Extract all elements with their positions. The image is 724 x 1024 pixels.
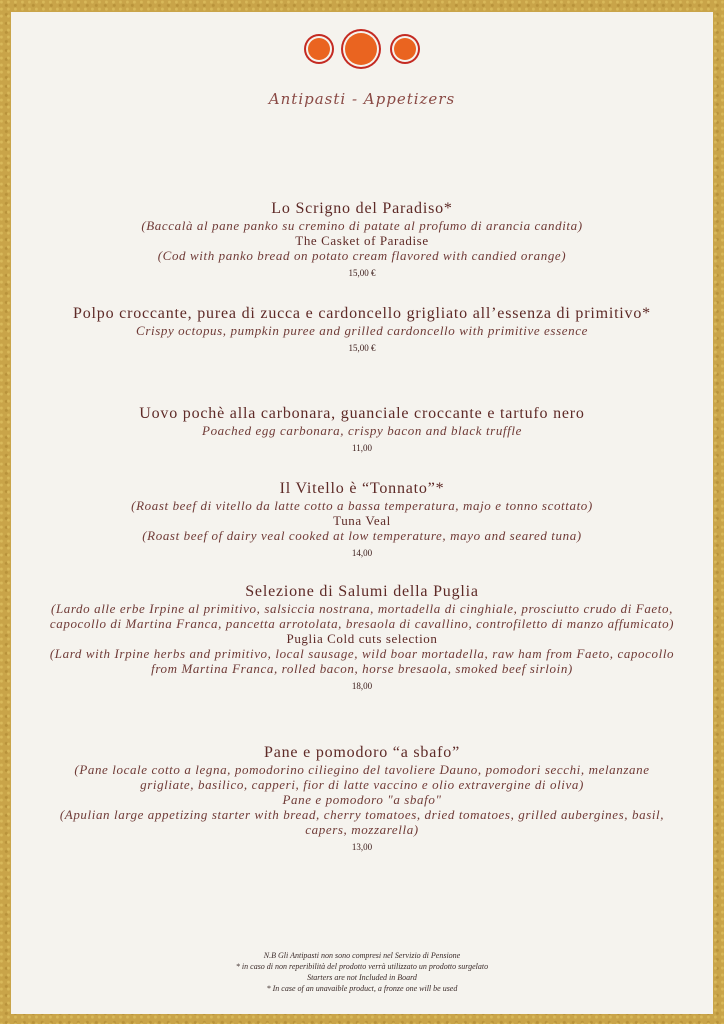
dish-name: Il Vitello è “Tonnato”* [279,480,445,497]
dish-item [37,582,687,691]
section-title: Antipasti - Appetizers [268,90,456,108]
dish-name: Pane e pomodoro “a sbafo” [264,744,460,761]
footer-note: * in caso di non reperibilità del prodotto verrà utilizzato un prodotto surgelato [235,962,489,971]
dish-description-en: (Cod with panko bread on potato cream flavored with candied orange) [157,248,567,263]
dish-description-it: (Pane locale cotto a legna, pomodorino ciliegino del tavoliere Dauno, pomodori secchi, melanzane grigliate, basilico, capperi, fior di latte vaccino e olio extravergine di oliva) [74,762,650,792]
dish-description-en: (Roast beef of dairy veal cooked at low temperature, mayo and seared tuna) [142,528,582,543]
dish-description-en: Poached egg carbonara, crispy bacon and black truffle [202,423,522,438]
dish-price: 15,00 € [348,268,376,278]
dish-price: 18,00 [351,681,373,691]
dish-price: 11,00 [352,443,372,453]
dish-item [39,479,685,558]
dish-item [33,304,691,353]
dish-price: 14,00 [351,548,373,558]
dot-left-icon [308,38,330,60]
dish-description-en: Crispy octopus, pumpkin puree and grilled cardoncello with primitive essence [136,323,588,338]
dish-name: Uovo pochè alla carbonara, guanciale croccante e tartufo nero [139,405,585,422]
dish-name-en: Tuna Veal [333,513,391,528]
dish-item [39,199,685,278]
menu-page [11,12,713,1014]
footer-notes [11,950,713,994]
dish-description-it: (Roast beef di vitello da latte cotto a bassa temperatura, majo e tonno scottato) [131,498,593,513]
dish-name: Selezione di Salumi della Puglia [245,583,479,600]
dish-price: 15,00 € [348,343,376,353]
dot-right-icon [394,38,416,60]
footer-note: Starters are not Included in Board [307,973,417,982]
dish-description-en: (Apulian large appetizing starter with bread, cherry tomatoes, dried tomatoes, grilled aubergines, basil, capers, mozzarella) [59,807,665,837]
dish-name-en: Puglia Cold cuts selection [286,631,438,646]
dish-name-en: Pane e pomodoro "a sbafo" [282,792,442,807]
dish-name-en: The Casket of Paradise [295,233,429,248]
dot-center-icon [345,33,377,65]
footer-note: N.B Gli Antipasti non sono compresi nel Servizio di Pensione [263,951,461,960]
dish-description-en: (Lard with Irpine herbs and primitivo, local sausage, wild boar mortadella, raw ham from Faeto, capocollo from Martina Franca, rolled bacon, horse bresaola, smoked beef sirloin) [49,646,675,676]
footer-note: * In case of an unavaible product, a fronze one will be used [266,984,458,993]
dish-item [39,404,685,453]
dish-price: 13,00 [351,842,373,852]
dish-description-it: (Lardo alle erbe Irpine al primitivo, salsiccia nostrana, mortadella di cinghiale, prosciutto crudo di Faeto, capocollo di Martina Franca, pancetta arrotolata, bresaola di cavallino, controfiletto di manzo affumicato) [49,601,675,631]
decorative-dots [11,32,713,76]
dish-name: Lo Scrigno del Paradiso* [271,200,453,217]
dish-item [47,743,677,852]
dish-name: Polpo croccante, purea di zucca e cardoncello grigliato all’essenza di primitivo* [73,305,651,322]
dish-description-it: (Baccalà al pane panko su cremino di patate al profumo di arancia candita) [141,218,583,233]
